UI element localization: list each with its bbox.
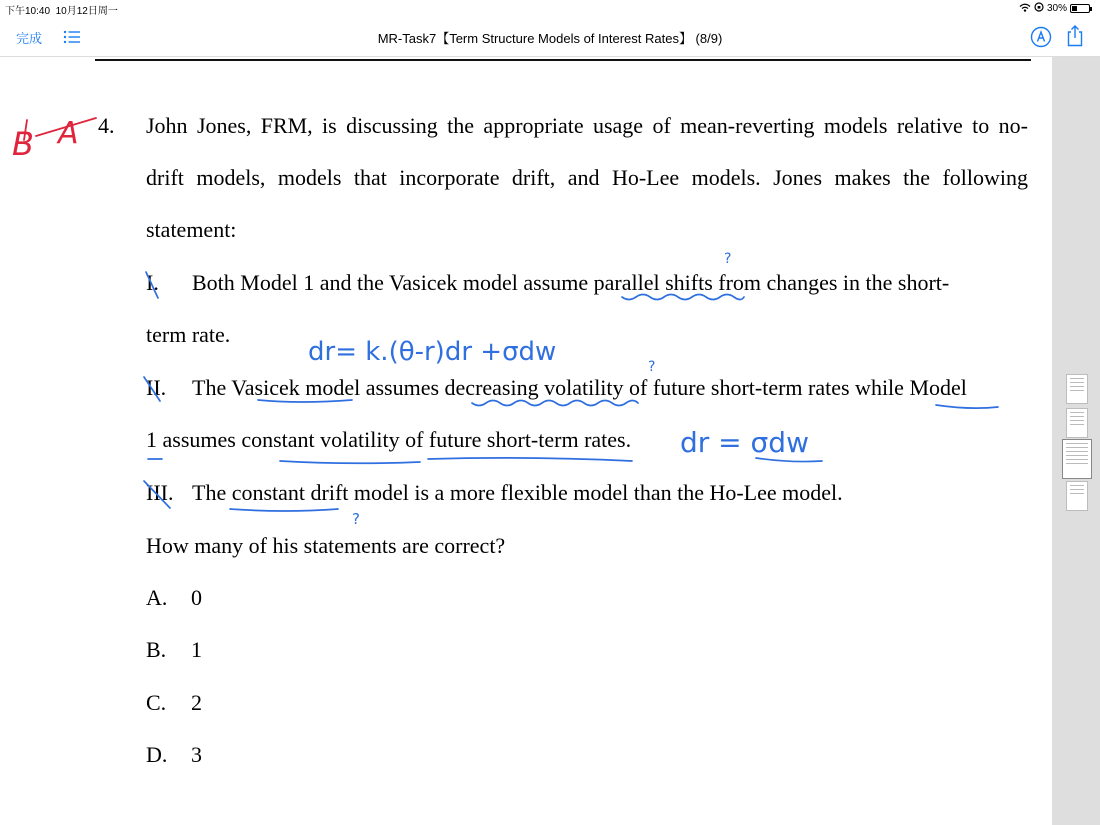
- statement-3-line-1: The constant drift model is a more flexible model than the Ho-Lee model.: [192, 480, 843, 505]
- page-thumbnail[interactable]: [1066, 408, 1088, 438]
- statement-2-line-2: 1 assumes constant volatility of future short-term rates.: [146, 427, 632, 452]
- answer-mark-b: B: [12, 125, 34, 163]
- question-intro-line-2: drift models, models that incorporate drift, and Ho-Lee models. Jones makes the following: [146, 165, 1028, 190]
- strike-line: [36, 118, 96, 136]
- done-button[interactable]: 完成: [16, 31, 43, 46]
- question-intro-line-3: statement:: [146, 217, 237, 242]
- red-answer-marks: [12, 116, 96, 163]
- markup-pen-icon[interactable]: [1030, 26, 1052, 48]
- status-bar: [0, 0, 1100, 16]
- statement-3-numeral: III.: [146, 480, 174, 505]
- page-top-rule: [95, 59, 1031, 61]
- statement-1-numeral: I.: [146, 270, 159, 295]
- question-number: 4.: [98, 113, 115, 138]
- question-intro-line-1: John Jones, FRM, is discussing the appropriate usage of mean-reverting models relative to no-: [146, 113, 1028, 138]
- statement-2-line-1: The Vasicek model assumes decreasing volatility of future short-term rates while Model: [192, 375, 967, 400]
- option-d-text: 3: [191, 742, 202, 767]
- option-b-text: 1: [191, 637, 202, 662]
- page-thumbnail-strip[interactable]: [1052, 57, 1100, 825]
- question-mark-note: ?: [648, 359, 656, 375]
- option-c-text: 2: [191, 690, 202, 715]
- page-thumbnail[interactable]: [1066, 481, 1088, 511]
- battery-icon: [1070, 4, 1090, 13]
- document-title: MR-Task7【Term Structure Models of Interest Rates】 (8/9): [377, 31, 723, 46]
- wifi-icon: [1019, 3, 1031, 15]
- statement-1-line-2: term rate.: [146, 322, 231, 347]
- option-a-text: 0: [191, 585, 202, 610]
- option-a-letter: A.: [146, 585, 168, 610]
- question-mark-note: ?: [724, 251, 732, 267]
- battery-percent: 30%: [1046, 3, 1067, 14]
- page-thumbnail[interactable]: [1066, 374, 1088, 404]
- toolbar: [0, 18, 1100, 57]
- question-mark-note: ?: [352, 510, 360, 528]
- option-d-letter: D.: [146, 742, 168, 767]
- status-time: 下午10:40 10月12日周一: [5, 6, 118, 17]
- question-prompt: How many of his statements are correct?: [146, 533, 506, 558]
- model1-formula-note: dr = σdw: [680, 426, 809, 459]
- option-c-letter: C.: [146, 690, 167, 715]
- orientation-lock-icon: [1034, 2, 1044, 15]
- share-icon[interactable]: [1065, 24, 1085, 48]
- status-date: 10月12日周一: [55, 6, 118, 17]
- current-page-thumbnail[interactable]: [1062, 439, 1092, 479]
- crossed-mark-a: A: [58, 116, 79, 151]
- status-indicators: [1019, 2, 1090, 15]
- option-b-letter: B.: [146, 637, 167, 662]
- statement-1-line-1: Both Model 1 and the Vasicek model assume parallel shifts from changes in the short-: [192, 270, 950, 295]
- vasicek-formula-note: dr= k.(θ-r)dr +σdw: [308, 337, 557, 367]
- statement-2-numeral: II.: [146, 375, 167, 400]
